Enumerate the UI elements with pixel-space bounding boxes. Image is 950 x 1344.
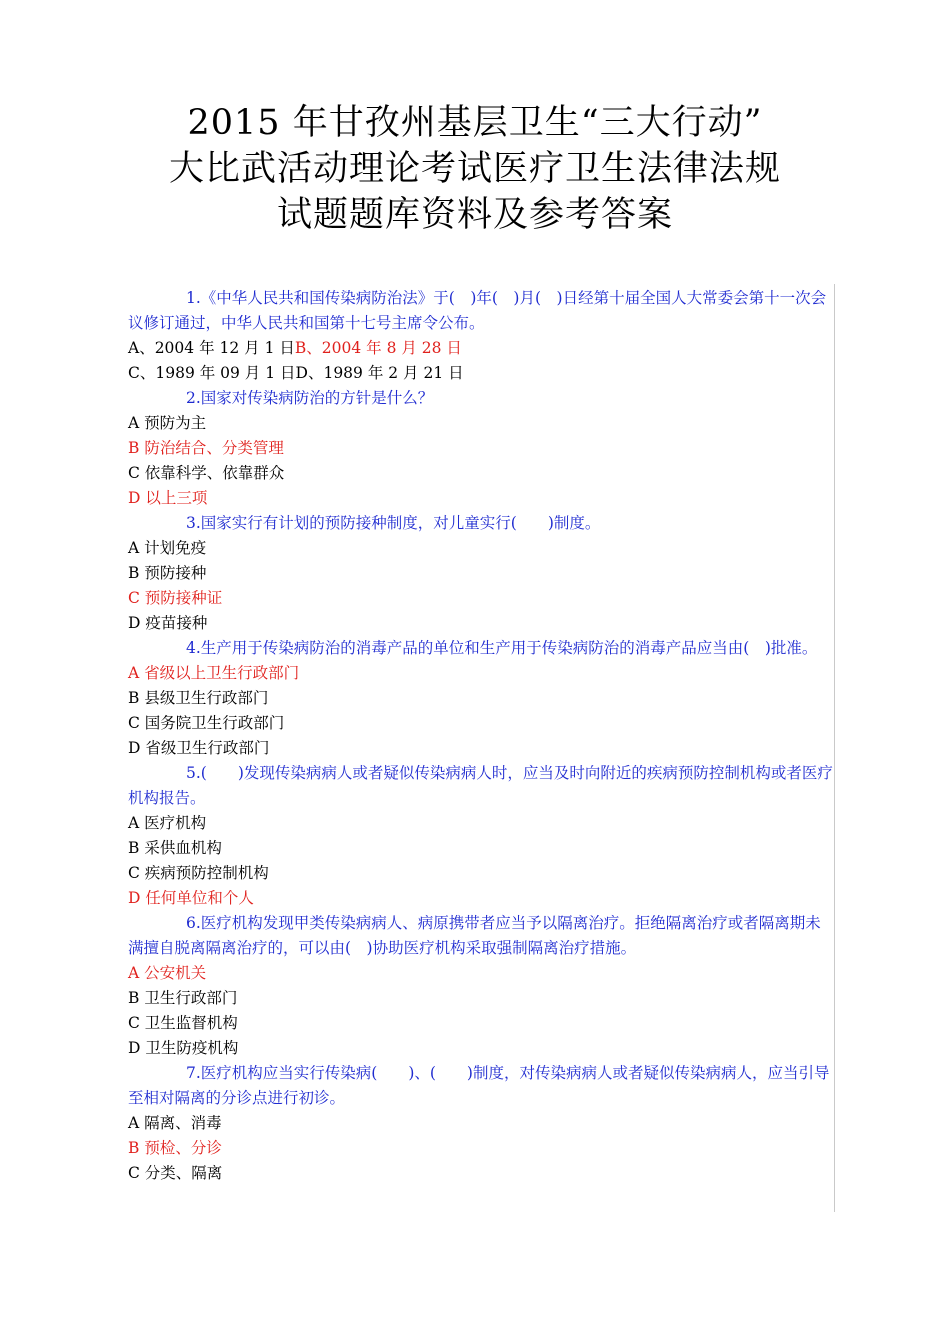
option-3b: B 预防接种	[128, 564, 207, 582]
option-6c: C 卫生监督机构	[128, 1014, 238, 1032]
option-2a: A 预防为主	[128, 414, 207, 432]
option-6d: D 卫生防疫机构	[128, 1039, 239, 1057]
option-5b: B 采供血机构	[128, 839, 222, 857]
question-3: 3.国家实行有计划的预防接种制度，对儿童实行( )制度。	[186, 514, 601, 532]
option-3a: A 计划免疫	[128, 539, 207, 557]
option-3d: D 疫苗接种	[128, 614, 208, 632]
title-line-1: 2015 年甘孜州基层卫生“三大行动”	[187, 103, 763, 143]
question-1: 1.《中华人民共和国传染病防治法》于( )年( )月( )日经第十届全国人大常委会第十一次会议修订通过，中华人民共和国第十七号主席令公布。	[128, 289, 827, 332]
title-line-2: 大比武活动理论考试医疗卫生法律法规	[168, 149, 781, 189]
margin-divider	[834, 284, 835, 1212]
option-4d: D 省级卫生行政部门	[128, 739, 270, 757]
option-5d: D 任何单位和个人	[128, 889, 254, 907]
option-6b: B 卫生行政部门	[128, 989, 238, 1007]
option-1b: B、2004 年 8 月 28 日	[294, 339, 462, 357]
option-2b: B 防治结合、分类管理	[128, 439, 284, 457]
question-2: 2.国家对传染病防治的方针是什么？	[186, 389, 434, 407]
option-1d: D、1989 年 2 月 21 日	[295, 364, 464, 382]
question-6: 6.医疗机构发现甲类传染病病人、病原携带者应当予以隔离治疗。拒绝隔离治疗或者隔离期未满擅自脱离隔离治疗的，可以由( )协助医疗机构采取强制隔离治疗措施。	[128, 914, 821, 957]
option-3c: C 预防接种证	[128, 589, 223, 607]
option-2d: D 以上三项	[128, 489, 208, 507]
option-6a: A 公安机关	[128, 964, 207, 982]
option-2c: C 依靠科学、依靠群众	[128, 464, 285, 482]
question-7: 7.医疗机构应当实行传染病( )、( )制度，对传染病病人或者疑似传染病病人，应当引导至相对隔离的分诊点进行初诊。	[128, 1064, 830, 1107]
option-5a: A 医疗机构	[128, 814, 207, 832]
option-5c: C 疾病预防控制机构	[128, 864, 269, 882]
option-1a: A、2004 年 12 月 1 日	[128, 339, 295, 357]
question-5: 5.( )发现传染病病人或者疑似传染病病人时，应当及时向附近的疾病预防控制机构或者医疗机构报告。	[128, 764, 833, 807]
option-4c: C 国务院卫生行政部门	[128, 714, 285, 732]
option-4a: A 省级以上卫生行政部门	[128, 664, 300, 682]
title-line-3: 试题题库资料及参考答案	[276, 195, 673, 235]
question-list	[128, 286, 834, 1186]
question-1-options-cd	[128, 361, 834, 386]
question-1-options-ab	[128, 336, 834, 361]
question-4: 4.生产用于传染病防治的消毒产品的单位和生产用于传染病防治的消毒产品应当由( )批准。	[186, 639, 818, 657]
document-title	[0, 100, 950, 238]
option-1c: C、1989 年 09 月 1 日	[128, 364, 296, 382]
option-7b: B 预检、分诊	[128, 1139, 222, 1157]
option-7c: C 分类、隔离	[128, 1164, 223, 1182]
option-7a: A 隔离、消毒	[128, 1114, 222, 1132]
option-4b: B 县级卫生行政部门	[128, 689, 269, 707]
